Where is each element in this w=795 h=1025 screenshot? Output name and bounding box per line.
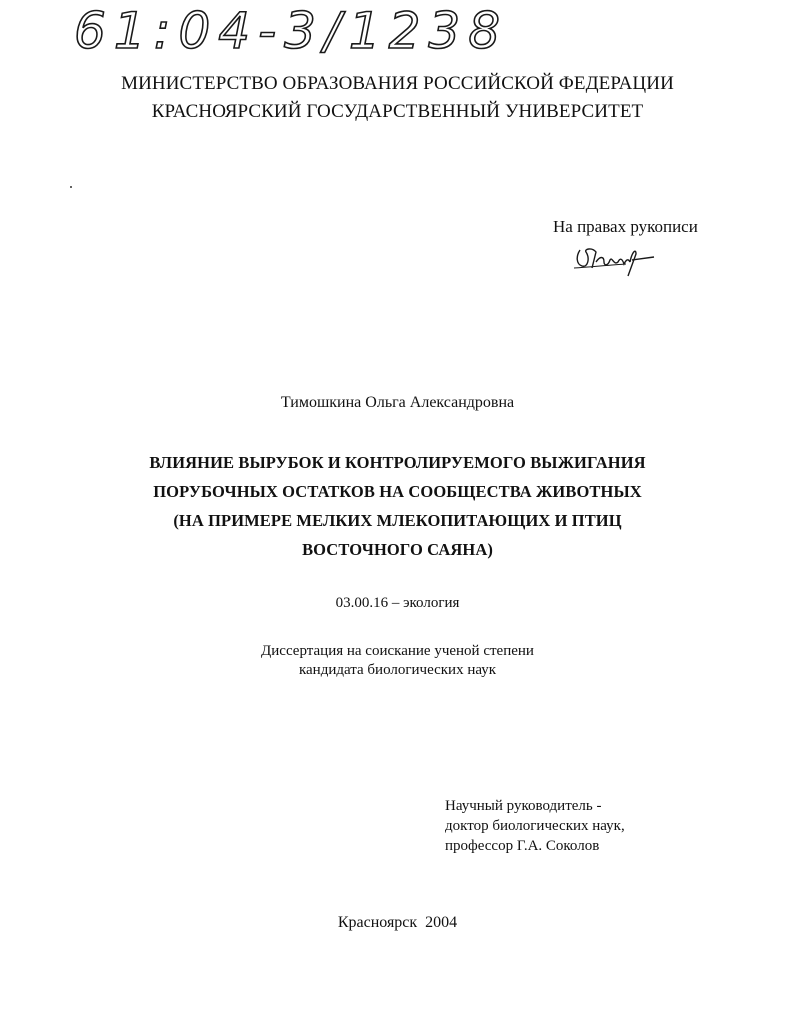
- advisor-line: профессор Г.А. Соколов: [445, 838, 600, 854]
- author-signature: [570, 240, 660, 280]
- scientific-advisor: [445, 796, 625, 856]
- title-line: (НА ПРИМЕРЕ МЕЛКИХ МЛЕКОПИТАЮЩИХ И ПТИЦ: [173, 511, 622, 530]
- dissertation-title: [0, 448, 795, 564]
- manuscript-rights-label: На правах рукописи: [553, 217, 698, 236]
- city-and-year: Красноярск 2004: [337, 914, 458, 931]
- institution-header: [0, 70, 795, 126]
- title-line: ВОСТОЧНОГО САЯНА): [302, 540, 493, 559]
- title-line: ВЛИЯНИЕ ВЫРУБОК И КОНТРОЛИРУЕМОГО ВЫЖИГАНИЯ: [149, 453, 646, 472]
- specialty-code: 03.00.16 – экология: [335, 595, 460, 611]
- ministry-name: МИНИСТЕРСТВО ОБРАЗОВАНИЯ РОССИЙСКОЙ ФЕДЕРАЦИИ: [121, 73, 674, 94]
- advisor-line: доктор биологических наук,: [445, 818, 625, 834]
- degree-line: кандидата биологических наук: [298, 662, 497, 678]
- author-name: Тимошкина Ольга Александровна: [280, 394, 515, 411]
- university-name: КРАСНОЯРСКИЙ ГОСУДАРСТВЕННЫЙ УНИВЕРСИТЕТ: [151, 101, 644, 122]
- degree-statement: [0, 642, 795, 680]
- handwritten-archive-code: [70, 0, 509, 60]
- degree-line: Диссертация на соискание ученой степени: [261, 643, 534, 659]
- scan-speck: [70, 186, 72, 188]
- advisor-line: Научный руководитель -: [445, 798, 602, 814]
- archive-code-text: 61:04-3/1238: [74, 2, 509, 60]
- title-line: ПОРУБОЧНЫХ ОСТАТКОВ НА СООБЩЕСТВА ЖИВОТНЫХ: [153, 482, 642, 501]
